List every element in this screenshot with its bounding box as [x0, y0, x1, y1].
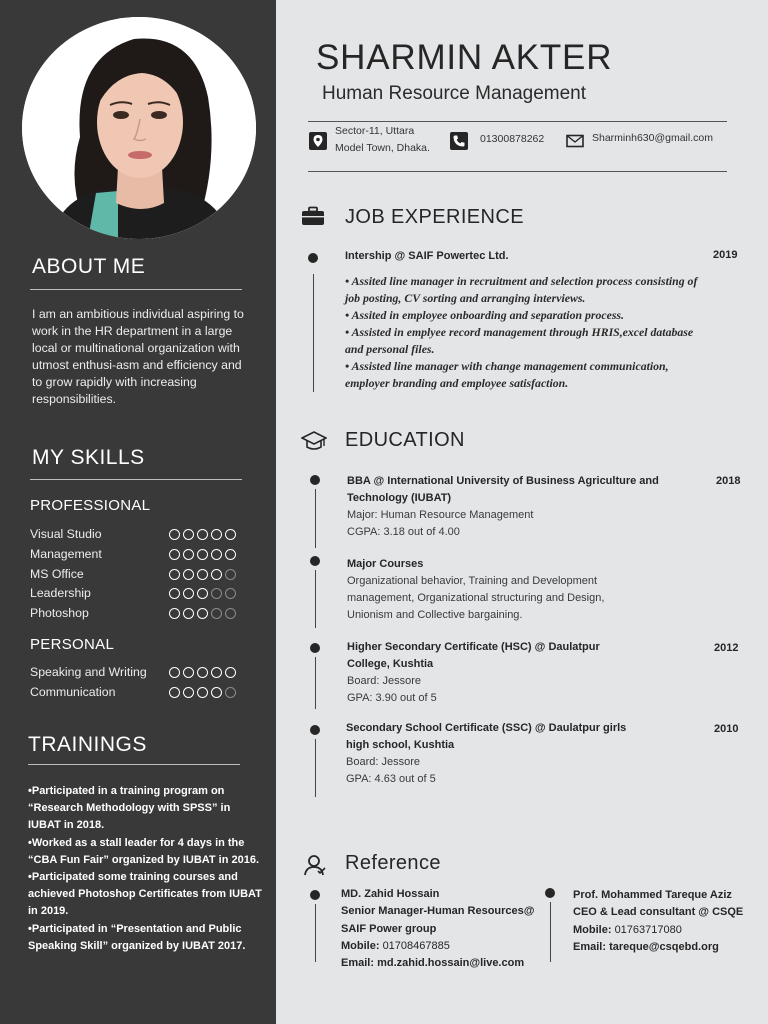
timeline-line: [315, 657, 316, 709]
timeline-line: [550, 902, 551, 962]
rating-dot: [183, 588, 194, 599]
timeline-bullet: [310, 890, 320, 900]
training-item: •Participated in “Presentation and Public Speaking Skill” organized by IUBAT 2017.: [28, 922, 246, 952]
address: [335, 123, 430, 157]
ref2-role: CEO & Lead consultant @ CSQE: [573, 906, 744, 919]
skill-name: Visual Studio: [30, 527, 102, 541]
ref1-mobile-value: 01708467885: [382, 939, 450, 952]
profile-photo: [22, 17, 256, 239]
timeline-bullet: [308, 253, 318, 263]
rating-dot: [183, 569, 194, 580]
rating-dot: [169, 687, 180, 698]
about-text: I am an ambitious individual aspiring to work in the HR department in a large local or multinational organization with utmost enthusi-asm and efficiency and to grow rapidly with increasing responsibilities.: [32, 307, 244, 406]
rating-dot: [183, 549, 194, 560]
bba-major: Major: Human Resource Management: [347, 509, 534, 521]
bba-cgpa: CGPA: 3.18 out of 4.00: [347, 526, 460, 538]
skill-rating: [169, 687, 239, 698]
skill-row: [30, 566, 245, 584]
rating-dot: [225, 569, 236, 580]
timeline-line: [315, 739, 316, 797]
rating-dot: [169, 549, 180, 560]
rating-dot: [197, 588, 208, 599]
skill-rating: [169, 569, 239, 580]
rating-dot: [211, 569, 222, 580]
trainings-list: [28, 783, 266, 955]
rating-dot: [197, 549, 208, 560]
skill-row: [30, 585, 245, 603]
ref2-mobile: [573, 922, 763, 939]
training-item: •Participated some training courses and achieved Photoshop Certificates from IUBAT in 2019.: [28, 871, 262, 918]
rating-dot: [225, 687, 236, 698]
header-divider-top: [308, 121, 727, 122]
rating-dot: [225, 529, 236, 540]
job-bullets: [345, 273, 710, 392]
skill-rating: [169, 529, 239, 540]
rating-dot: [225, 608, 236, 619]
ref2-mobile-label: Mobile:: [573, 923, 612, 936]
courses-title: Major Courses: [347, 558, 424, 570]
rating-dot: [211, 549, 222, 560]
rating-dot: [211, 667, 222, 678]
phone-number: 01300878262: [480, 133, 545, 145]
ref2-mobile-value: 01763717080: [614, 923, 682, 936]
rating-dot: [169, 608, 180, 619]
job-year: 2019: [713, 249, 738, 261]
hsc-title: Higher Secondary Certificate (HSC) @ Daulatpur College, Kushtia: [347, 641, 600, 670]
skill-row: [30, 664, 245, 682]
address-line-1: Sector-11, Uttara: [335, 125, 415, 137]
ssc-board: Board: Jessore: [346, 756, 420, 768]
rating-dot: [169, 667, 180, 678]
ref1-name: MD. Zahid Hossain: [341, 888, 440, 900]
briefcase-icon: [301, 206, 325, 231]
rating-dot: [197, 529, 208, 540]
rating-dot: [197, 667, 208, 678]
hsc-year: 2012: [714, 642, 739, 654]
skill-name: Speaking and Writing: [30, 665, 147, 679]
rating-dot: [211, 529, 222, 540]
rating-dot: [211, 687, 222, 698]
rating-dot: [211, 608, 222, 619]
skill-name: MS Office: [30, 566, 84, 581]
education-title: EDUCATION: [345, 429, 465, 451]
rating-dot: [197, 608, 208, 619]
skill-name: Communication: [30, 684, 116, 699]
bba-title: BBA @ International University of Business Agriculture and Technology (IUBAT): [347, 475, 659, 504]
reference-1: [341, 886, 536, 972]
skill-name: Management: [30, 546, 102, 561]
rating-dot: [169, 588, 180, 599]
rating-dot: [211, 588, 222, 599]
location-icon: [309, 132, 327, 150]
person-icon: [303, 853, 327, 882]
skills-title: MY SKILLS: [32, 446, 145, 469]
skill-rating: [169, 667, 239, 678]
candidate-role: Human Resource Management: [322, 83, 587, 104]
rating-dot: [169, 529, 180, 540]
ref2-name: Prof. Mohammed Tareque Aziz: [573, 889, 732, 901]
rating-dot: [225, 549, 236, 560]
skill-name: Leadership: [30, 586, 91, 601]
courses-text: Organizational behavior, Training and Development management, Organizational structuring and Design, Unionism and Collective bargaining.: [347, 575, 605, 621]
header-divider-bottom: [308, 171, 727, 172]
rating-dot: [169, 569, 180, 580]
ssc-gpa: GPA: 4.63 out of 5: [346, 773, 436, 785]
ref1-email: Email: md.zahid.hossain@live.com: [341, 957, 525, 970]
about-title: ABOUT ME: [32, 255, 146, 278]
skill-name: Photoshop: [30, 606, 89, 621]
timeline-line: [315, 570, 316, 628]
job-experience-title: JOB EXPERIENCE: [345, 206, 524, 228]
ssc-title: Secondary School Certificate (SSC) @ Daulatpur girls high school, Kushtia: [346, 722, 627, 751]
skill-rating: [169, 588, 239, 599]
skills-divider: [30, 479, 242, 480]
training-item: •Worked as a stall leader for 4 days in the “CBA Fun Fair” organized by IUBAT in 2016.: [28, 836, 260, 866]
timeline-bullet: [310, 725, 320, 735]
rating-dot: [225, 667, 236, 678]
rating-dot: [183, 667, 194, 678]
trainings-divider: [28, 764, 240, 765]
about-divider: [30, 289, 242, 290]
timeline-line: [315, 904, 316, 962]
timeline-bullet: [310, 556, 320, 566]
job-bullet-item: • Assited line manager in recruitment and selection process consisting of job posting, CV sorting and arranging interviews.: [345, 274, 698, 305]
job-bullet-item: • Assisted line manager with change management communication, employer branding and employee satisfaction.: [345, 359, 669, 390]
skill-rating: [169, 608, 239, 619]
job-bullet-item: • Assited in employee onboarding and separation process.: [345, 308, 624, 322]
ref1-mobile-label: Mobile:: [341, 939, 380, 952]
email-icon: [566, 132, 584, 150]
skill-rating: [169, 549, 239, 560]
timeline-bullet: [310, 475, 320, 485]
hsc-gpa: GPA: 3.90 out of 5: [347, 692, 437, 704]
skill-row: [30, 526, 245, 544]
graduation-cap-icon: [301, 430, 327, 459]
skill-row: [30, 684, 245, 702]
training-item: •Participated in a training program on “Research Methodology with SPSS” in IUBAT in 2018.: [28, 785, 231, 832]
address-line-2: Model Town, Dhaka.: [335, 142, 430, 154]
bba-year: 2018: [716, 475, 741, 487]
personal-title: PERSONAL: [30, 636, 115, 653]
rating-dot: [183, 687, 194, 698]
timeline-bullet: [310, 643, 320, 653]
rating-dot: [183, 529, 194, 540]
ref1-role: Senior Manager-Human Resources@ SAIF Power group: [341, 905, 535, 935]
timeline-bullet: [545, 888, 555, 898]
rating-dot: [183, 608, 194, 619]
hsc-board: Board: Jessore: [347, 675, 421, 687]
email-address: Sharminh630@gmail.com: [592, 132, 713, 144]
ref1-mobile: [341, 938, 536, 955]
skill-row: [30, 605, 245, 623]
rating-dot: [197, 569, 208, 580]
rating-dot: [225, 588, 236, 599]
sidebar: [0, 0, 276, 1024]
job-bullet-item: • Assisted in emplyee record management through HRIS,excel database and personal files.: [345, 325, 694, 356]
phone-icon: [450, 132, 468, 150]
candidate-name: SHARMIN AKTER: [316, 38, 613, 77]
reference-title: Reference: [345, 852, 441, 874]
job-role: Intership @ SAIF Powertec Ltd.: [345, 250, 509, 262]
ssc-year: 2010: [714, 723, 739, 735]
reference-2: [573, 887, 763, 956]
timeline-line: [315, 489, 316, 548]
skill-row: [30, 546, 245, 564]
timeline-line: [313, 274, 314, 392]
rating-dot: [197, 687, 208, 698]
trainings-title: TRAININGS: [28, 733, 147, 756]
professional-title: PROFESSIONAL: [30, 497, 151, 514]
ref2-email: Email: tareque@csqebd.org: [573, 940, 719, 953]
